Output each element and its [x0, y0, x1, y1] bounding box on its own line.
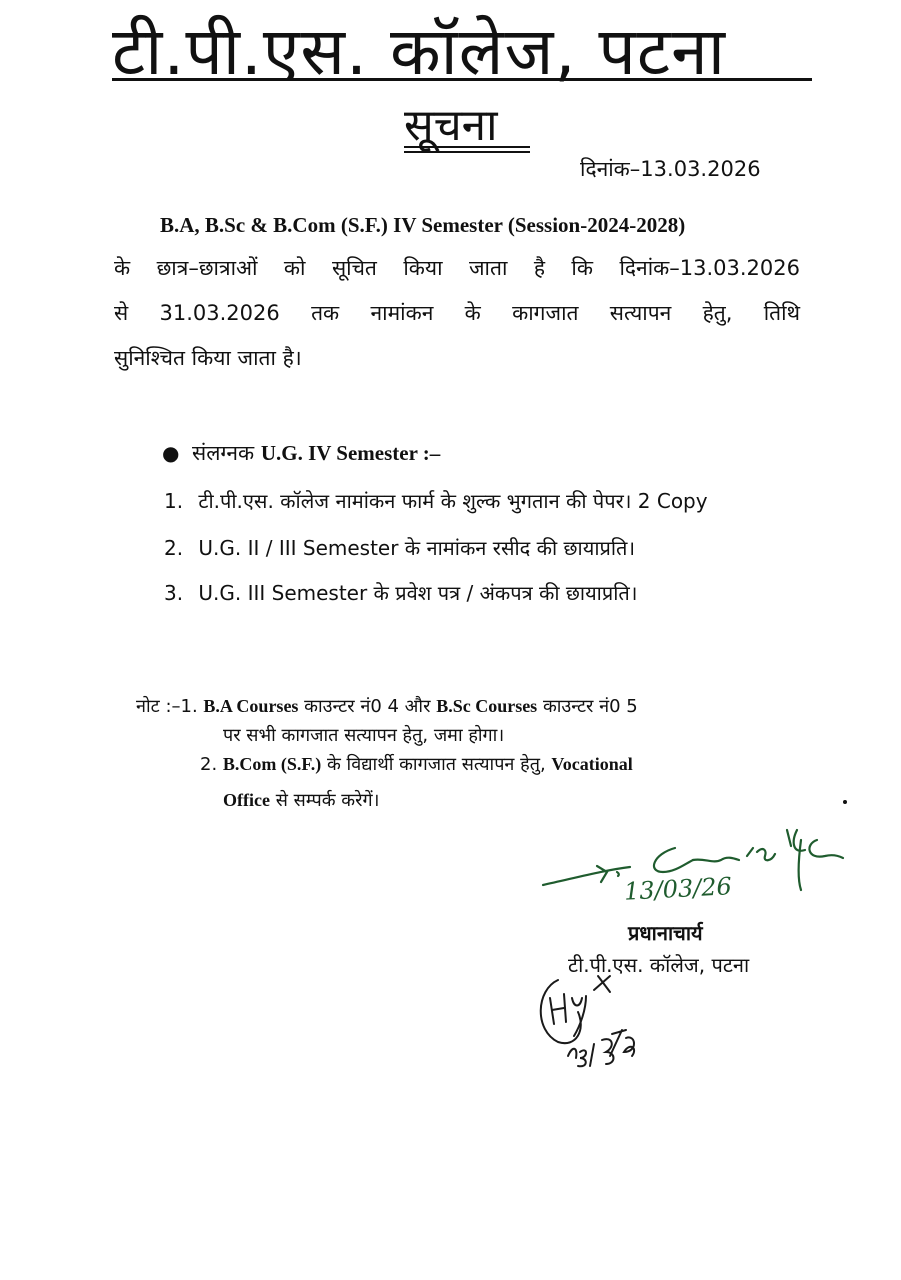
signatory-designation: प्रधानाचार्य	[628, 921, 703, 945]
handwritten-initials	[528, 960, 658, 1070]
note-label: नोट :–1.	[136, 696, 198, 717]
note-office: Office	[223, 790, 270, 810]
notice-date: दिनांक–13.03.2026	[580, 157, 761, 181]
enclosures-heading-english: U.G. IV Semester :–	[260, 441, 441, 465]
body-line: से 31.03.2026 तक नामांकन के कागजात सत्यापन हेतु, तिथि	[114, 301, 800, 325]
note-course: B.A Courses	[203, 696, 299, 716]
notice-heading-underline	[404, 146, 530, 148]
enclosure-item	[164, 533, 635, 563]
body-line: सुनिश्चित किया जाता है।	[114, 346, 302, 370]
signatory-college: टी.पी.एस. कॉलेज, पटना	[568, 953, 750, 977]
stray-dot	[843, 800, 847, 804]
note-text: से सम्पर्क करेगें।	[275, 790, 380, 811]
note-text: काउन्टर नं0 5	[542, 696, 638, 717]
title-underline	[112, 78, 812, 81]
note-number: 2.	[200, 754, 218, 775]
enclosure-text: U.G. III Semester के प्रवेश पत्र / अंकपत्र की छायाप्रति।	[198, 581, 638, 605]
enclosures-heading-hindi: संलग्नक	[192, 441, 255, 465]
enclosure-number: 3.	[164, 581, 184, 605]
enclosure-item	[164, 578, 637, 608]
note-course: B.Sc Courses	[436, 696, 538, 716]
enclosures-heading	[192, 438, 440, 468]
note-1-line-2: पर सभी कागजात सत्यापन हेतु, जमा होगा।	[223, 725, 505, 746]
enclosure-text: टी.पी.एस. कॉलेज नामांकन फार्म के शुल्क भुगतान की पेपर। 2 Copy	[198, 489, 708, 513]
enclosure-item	[164, 486, 708, 516]
note-text: काउन्टर नं0 4 और	[304, 696, 431, 717]
body-line: के छात्र–छात्राओं को सूचित किया जाता है कि दिनांक–13.03.2026	[114, 256, 800, 280]
notice-heading: सूचना	[404, 100, 498, 151]
enclosure-text: U.G. II / III Semester के नामांकन रसीद की छायाप्रति।	[198, 536, 636, 560]
college-title: टी.पी.एस. कॉलेज, पटना	[112, 13, 726, 90]
enclosure-number: 1.	[164, 489, 184, 513]
note-2-line-2	[223, 786, 379, 815]
note-2-line-1	[200, 750, 633, 779]
bullet-icon: ●	[162, 441, 180, 465]
notice-heading-underline	[404, 151, 530, 153]
note-course: Vocational	[551, 754, 633, 774]
signature-date: 13/03/26	[623, 872, 733, 906]
note-text: के विद्यार्थी कागजात सत्यापन हेतु,	[327, 754, 546, 775]
body-line: B.A, B.Sc & B.Com (S.F.) IV Semester (Session-2024-2028)	[160, 213, 686, 237]
note-1-line-1	[136, 692, 638, 721]
enclosure-number: 2.	[164, 536, 184, 560]
note-course: B.Com (S.F.)	[222, 754, 322, 774]
